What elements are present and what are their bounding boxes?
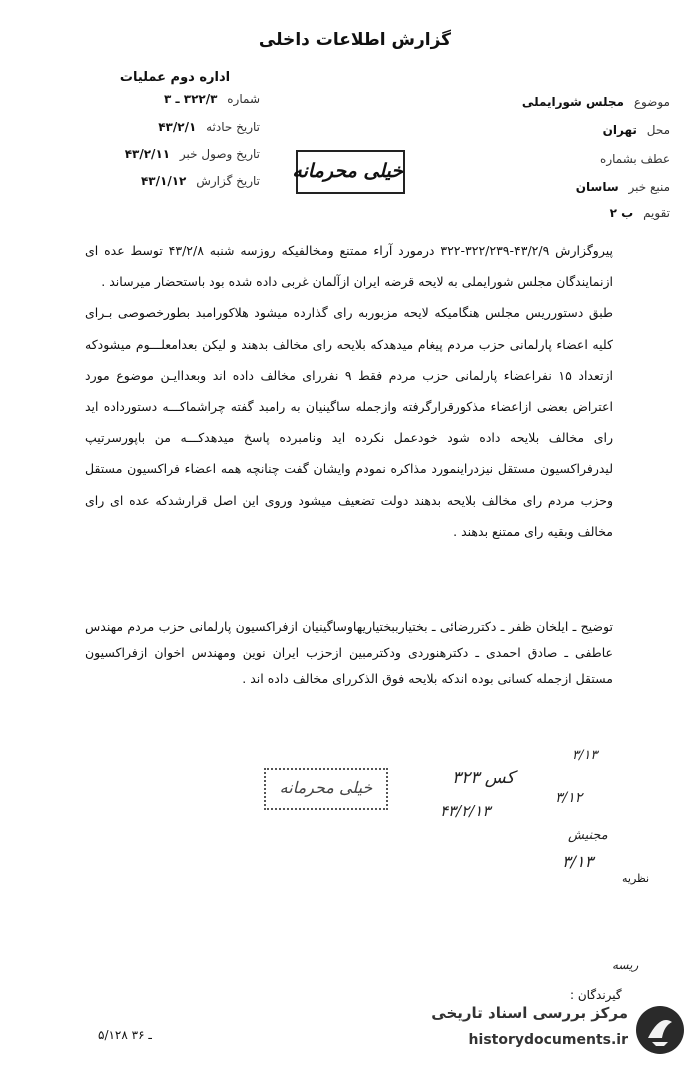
report-note: [85, 614, 613, 692]
body-paragraph: طبق دستورریس مجلس هنگامیکه لایحه مزبوربه رای گذارده میشود هلاکورامبد بطورخصوصی بـرای کلیه اعضاء پارلمانی حزب مردم پیغام میدهدکه بلایحه رای مخالف بدهند و لیکن بعدامعلـــوم میشودکه ازتعداد ۱۵ نفراعضاء پارلمانی حزب مردم فقط ۹ نفررای مخالف داده اند وبعداایـن موضوع مورد اعتراض بعضی ازاعضاء مذکورقرارگرفته وازجمله ساگینیان به رامبد گفته چراشماکـــه دستورداده اید رای مخالف بلایحه داده شود خودعمل نکرده اید ونامبرده پاسخ میدهدکـــه من باپورسرتیپ لیدرفراکسیون مستقل نیزدراینمورد مذاکره نمودم وایشان گفت چنانچه همه اعضاء فراکسیون مستقل وحزب مردم رای مخالف بلایحه بدهند دولت تضعیف میشود وروی این اصل قرارشدکه عده ای رای مخالف وبقیه رای ممتنع بدهند .: [85, 305, 613, 539]
stamp-ref: کس ۳۲۳: [452, 768, 515, 788]
field-evaluation-label: تقویم: [643, 206, 670, 220]
field-incident-date-value: ۴۳/۲/۱: [158, 120, 197, 134]
secondary-stamp: خیلی محرمانه: [264, 768, 388, 810]
field-received-date-value: ۴۳/۲/۱۱: [124, 147, 171, 161]
opinion-label: نظریه: [622, 872, 650, 885]
classification-stamp: خیلی محرمانه: [296, 150, 405, 194]
field-report-date-label: تاریخ گزارش: [196, 174, 260, 188]
logo-emblem-icon: [634, 1004, 686, 1056]
distribution-label: گیرندگان :: [570, 988, 622, 1002]
margin-number: ۳/۱۳: [572, 748, 598, 763]
field-number: [90, 92, 260, 106]
body-paragraph: پیروگزارش ۴۳/۲/۹-۳۲۲/۲۳۹-۳۲۲ درمورد آراء ممتنع ومخالفیکه روزسه شنبه ۴۳/۲/۸ توسط عده ای ازنمایندگان مجلس شورایملی به لایحه قرضه ایران ازآلمان غربی داده شده بود باستحضار میرساند .: [85, 243, 613, 290]
field-subject-value: مجلس شورایملی: [521, 95, 624, 109]
department-label: اداره دوم عملیات: [119, 70, 231, 85]
field-location-label: محل: [646, 123, 670, 137]
field-report-date: [90, 174, 260, 188]
report-title: گزارش اطلاعات داخلی: [258, 30, 452, 50]
field-subject: [522, 95, 670, 109]
field-location-value: تهران: [602, 123, 637, 137]
logo-text: مرکز بررسی اسناد تاریخی: [431, 1004, 628, 1022]
field-number-value: ۳۲۲/۳ ـ ۳: [163, 92, 218, 106]
field-report-date-value: ۴۳/۱/۱۲: [140, 174, 187, 188]
field-reference: [594, 152, 670, 166]
field-source: [576, 180, 670, 194]
field-source-label: منبع خبر: [628, 180, 670, 194]
signature-date: ۳/۱۳: [562, 852, 594, 871]
field-evaluation-value: ب ۲: [609, 206, 634, 220]
field-received-date: [90, 147, 260, 161]
document-number: ۵/۱۲۸ ـ ۳۶: [98, 1028, 152, 1042]
distribution-handwriting: ریسه: [612, 958, 639, 972]
field-received-date-label: تاریخ وصول خبر: [179, 147, 260, 161]
field-reference-label: عطف بشماره: [600, 152, 670, 166]
field-incident-date: [90, 120, 260, 134]
field-number-label: شماره: [227, 92, 260, 106]
archive-logo: [420, 1000, 690, 1060]
field-incident-date-label: تاریخ حادثه: [206, 120, 260, 134]
note-paragraph: توضیح ـ ایلخان ظفر ـ دکتررضائی ـ بختیارببختیاریهاوساگینیان ازفراکسیون پارلمانی حزب مردم مهندس عاطفی ـ صادق احمدی ـ دکترهنوردی ودکترمبین ازحزب ایران نوین ومهندس اخوان ازفراکسیون مستقل ازجمله کسانی بوده اندکه بلایحه فوق الذکررای مخالف داده اند .: [85, 619, 613, 686]
logo-url: historydocuments.ir: [468, 1032, 628, 1048]
margin-side-note: ۳/۱۲: [555, 790, 583, 806]
field-subject-label: موضوع: [633, 95, 670, 109]
report-body: [85, 235, 613, 547]
field-location: [603, 123, 670, 137]
signature: مجنیش: [568, 828, 608, 843]
stamp-date: ۴۳/۲/۱۳: [440, 802, 491, 820]
field-evaluation: [610, 206, 670, 220]
field-source-value: ساسان: [575, 180, 619, 194]
